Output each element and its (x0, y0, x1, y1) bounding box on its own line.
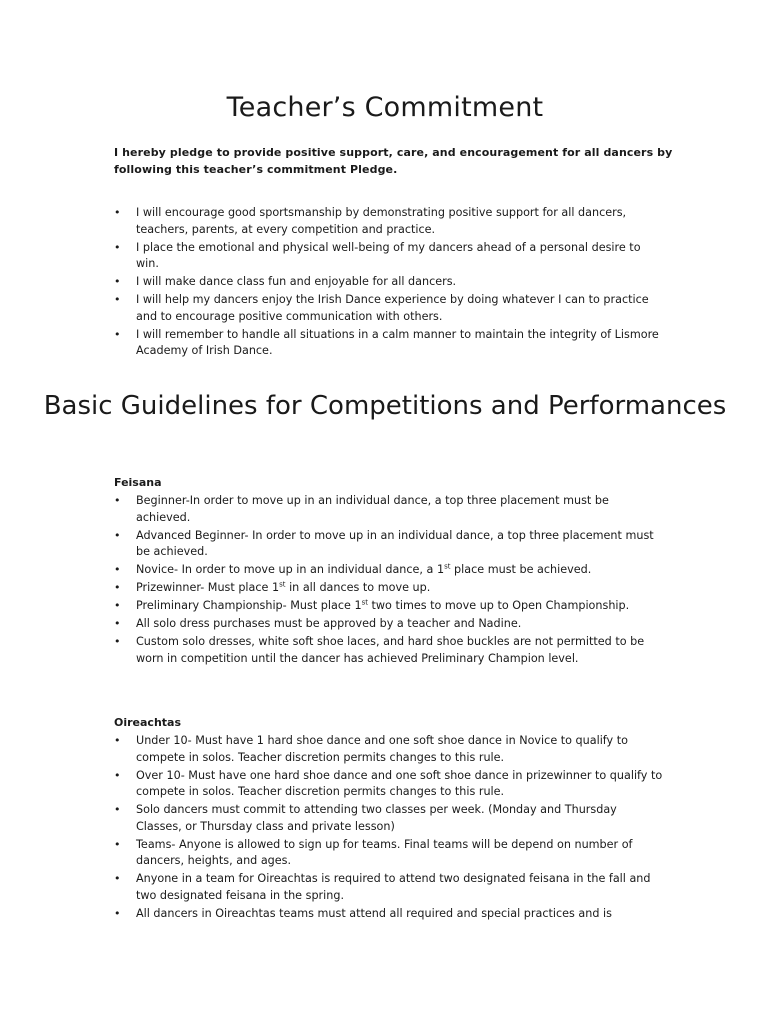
bullet-icon: • (114, 293, 121, 306)
list-item-text: I will encourage good sportsmanship by demonstrating positive support for all dancers, teachers, parents, at every competition and practice. (136, 206, 627, 236)
oireachtas-heading: Oireachtas (114, 716, 182, 729)
list-item-text: Solo dancers must commit to attending two classes per week. (Monday and Thursday Classes, or Thursday class and private lesson) (136, 803, 617, 833)
list-item (114, 837, 664, 870)
pledge-statement: I hereby pledge to provide positive support, care, and encouragement for all dancers by following this teacher’s commitment Pledge. (114, 146, 673, 176)
list-item (114, 906, 664, 923)
list-item-text: Over 10- Must have one hard shoe dance and one soft shoe dance in prizewinner to qualify to compete in solos. Teacher discretion permits changes to this rule. (136, 768, 663, 798)
list-item (114, 205, 664, 238)
list-item-text: Advanced Beginner- In order to move up in an individual dance, a top three placement must be achieved. (136, 528, 654, 558)
bullet-icon: • (114, 906, 121, 920)
list-item (114, 528, 664, 561)
list-item-text: Preliminary Championship- Must place 1st two times to move up to Open Championship. (136, 598, 630, 612)
teachers-commitment-title: Teacher’s Commitment (226, 92, 544, 123)
list-item-text: I place the emotional and physical well-being of my dancers ahead of a personal desire to win. (136, 240, 641, 270)
list-item (114, 871, 664, 904)
bullet-icon: • (114, 528, 121, 542)
commitment-list (114, 205, 664, 361)
oireachtas-list (114, 733, 664, 924)
list-item-text: Prizewinner- Must place 1st in all dances to move up. (136, 580, 431, 594)
bullet-icon: • (114, 635, 121, 648)
bullet-icon: • (114, 240, 121, 254)
guidelines-title: Basic Guidelines for Competitions and Performances (43, 391, 727, 421)
bullet-icon: • (114, 581, 121, 594)
feisana-heading: Feisana (114, 476, 162, 489)
list-item-text: Custom solo dresses, white soft shoe laces, and hard shoe buckles are not permitted to be worn in competition until the dancer has achieved Preliminary Champion level. (136, 635, 645, 665)
list-item (114, 598, 664, 615)
bullet-icon: • (114, 206, 121, 219)
bullet-icon: • (114, 494, 121, 507)
list-item-text: All dancers in Oireachtas teams must attend all required and special practices and is (136, 906, 612, 920)
bullet-icon: • (114, 872, 121, 885)
feisana-list (114, 493, 664, 669)
list-item-text: All solo dress purchases must be approved by a teacher and Nadine. (136, 617, 522, 630)
bullet-icon: • (114, 275, 121, 288)
list-item-text: I will make dance class fun and enjoyable for all dancers. (136, 275, 457, 288)
bullet-icon: • (114, 563, 121, 576)
list-item (114, 493, 664, 526)
bullet-icon: • (114, 734, 121, 747)
bullet-icon: • (114, 803, 121, 816)
list-item (114, 616, 664, 633)
bullet-icon: • (114, 327, 121, 341)
list-item (114, 580, 664, 597)
bullet-icon: • (114, 837, 121, 851)
list-item (114, 274, 664, 291)
list-item-text: I will remember to handle all situations in a calm manner to maintain the integrity of Lismore Academy of Irish Dance. (136, 327, 659, 357)
list-item-text: Beginner-In order to move up in an individual dance, a top three placement must be achieved. (136, 494, 609, 524)
list-item (114, 768, 664, 801)
list-item (114, 733, 664, 766)
list-item-text: Anyone in a team for Oireachtas is required to attend two designated feisana in the fall and two designated feisana in the spring. (136, 872, 651, 902)
list-item (114, 240, 664, 273)
list-item-text: Teams- Anyone is allowed to sign up for teams. Final teams will be depend on number of dancers, heights, and ages. (136, 837, 633, 867)
list-item-text: I will help my dancers enjoy the Irish Dance experience by doing whatever I can to practice and to encourage positive communication with others. (136, 293, 649, 323)
bullet-icon: • (114, 768, 121, 782)
list-item (114, 327, 664, 360)
list-item (114, 562, 664, 579)
bullet-icon: • (114, 617, 121, 630)
list-item-text: Under 10- Must have 1 hard shoe dance and one soft shoe dance in Novice to qualify to compete in solos. Teacher discretion permits changes to this rule. (136, 734, 628, 764)
bullet-icon: • (114, 599, 121, 612)
list-item (114, 634, 664, 667)
list-item-text: Novice- In order to move up in an individual dance, a 1st place must be achieved. (136, 562, 592, 576)
list-item (114, 802, 664, 835)
list-item (114, 292, 664, 325)
